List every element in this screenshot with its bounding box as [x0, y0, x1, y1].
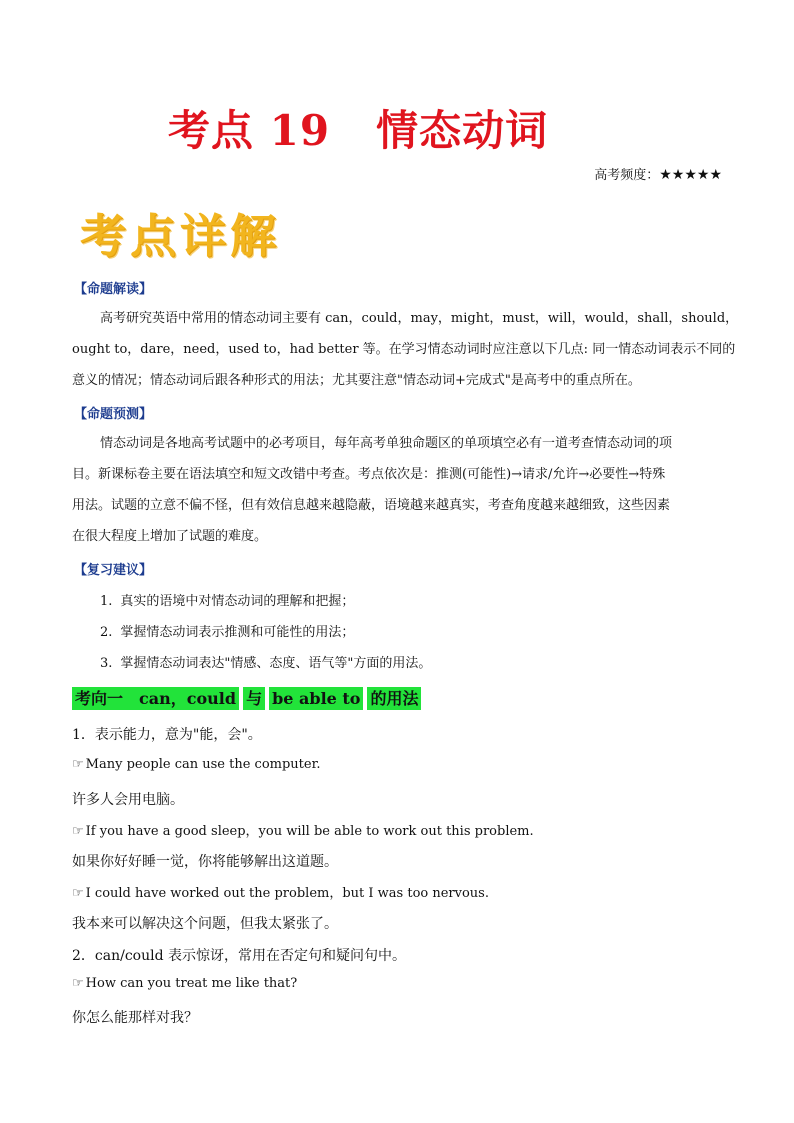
list-item-number: 1. — [100, 594, 113, 609]
prediction-line: 情态动词是各地高考试题中的必考项目，每年高考单独命题区的单项填空必有一道考查情态动词的项 — [100, 436, 673, 451]
list-item-number: 3. — [100, 656, 113, 671]
heading-part3: be able to — [269, 687, 363, 710]
interpretation-label: 【命题解读】 — [74, 282, 153, 297]
pointing-hand-icon: ☞ — [72, 757, 84, 772]
content-line: 2．can/could 表示惊讶，常用在否定句和疑问句中。 — [72, 948, 407, 964]
content-line: 如果你好好睡一觉，你将能够解出这道题。 — [72, 854, 338, 870]
content-line: 你怎么能那样对我？ — [72, 1010, 198, 1026]
content-line: 我本来可以解决这个问题，但我太紧张了。 — [72, 916, 338, 932]
list-item — [100, 621, 354, 640]
prediction-line: 目。新课标卷主要在语法填空和短文改错中考查。考点依次是：推测(可能性)→请求/允许→必要性→特殊 — [72, 467, 666, 482]
example-text: If you have a good sleep，you will be able to work out this problem. — [85, 824, 534, 839]
content-line: 许多人会用电脑。 — [72, 792, 184, 808]
example-text: I could have worked out the problem，but I was too nervous. — [85, 886, 489, 901]
frequency-label: 高考频度： — [594, 168, 660, 183]
list-item — [100, 590, 354, 609]
page-title — [168, 98, 548, 158]
list-item-number: 2. — [100, 625, 113, 640]
example-line — [72, 976, 297, 991]
section-banner: 考点详解 — [80, 209, 280, 263]
pointing-hand-icon: ☞ — [72, 886, 84, 901]
frequency-rating — [594, 164, 722, 183]
example-text: Many people can use the computer. — [85, 757, 321, 772]
title-part2: 情态动词 — [376, 106, 549, 155]
star-rating-icon: ★★★★★ — [659, 167, 722, 183]
list-item-text: 掌握情态动词表达"情感、态度、语气等"方面的用法。 — [120, 656, 432, 671]
prediction-line: 在很大程度上增加了试题的难度。 — [72, 529, 268, 544]
prediction-label: 【命题预测】 — [74, 407, 153, 422]
prediction-paragraph — [72, 428, 732, 552]
heading-part2: 与 — [243, 687, 265, 710]
list-item — [100, 652, 431, 671]
advice-label: 【复习建议】 — [74, 563, 153, 578]
prediction-line: 用法。试题的立意不偏不怪，但有效信息越来越隐蔽，语境越来越真实，考查角度越来越细致，这些因素 — [72, 498, 671, 513]
interpretation-line: 意义的情况；情态动词后跟各种形式的用法；尤其要注意"情态动词+完成式"是高考中的重点所在。 — [72, 373, 641, 388]
example-text: How can you treat me like that? — [85, 976, 298, 991]
list-item-text: 真实的语境中对情态动词的理解和把握； — [120, 594, 355, 609]
title-part1: 考点 19 — [168, 106, 331, 155]
interpretation-line: ought to，dare，need，used to，had better 等。在学习情态动词时应注意以下几点: 同一情态动词表示不同的 — [72, 342, 736, 357]
example-line — [72, 757, 321, 772]
heading-part4: 的用法 — [367, 687, 421, 710]
example-line — [72, 820, 534, 839]
heading-part1: 考向一 can，could — [72, 687, 239, 710]
example-line — [72, 882, 489, 901]
pointing-hand-icon: ☞ — [72, 976, 84, 991]
pointing-hand-icon: ☞ — [72, 824, 84, 839]
content-line: 1．表示能力，意为"能，会"。 — [72, 727, 262, 743]
interpretation-paragraph — [72, 303, 739, 396]
list-item-text: 掌握情态动词表示推测和可能性的用法； — [120, 625, 355, 640]
interpretation-line: 高考研究英语中常用的情态动词主要有 can，could，may，might，must，will，would，shall，should， — [100, 311, 739, 326]
topic-heading — [72, 686, 421, 709]
